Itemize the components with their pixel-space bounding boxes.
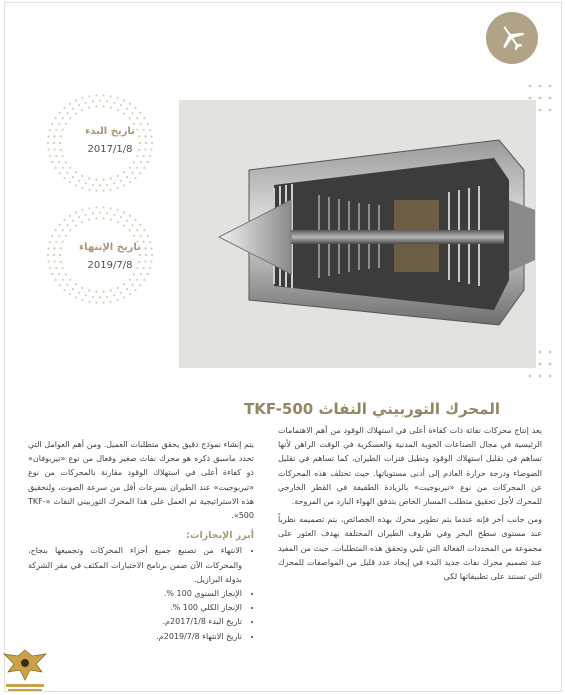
decorative-dot — [66, 284, 68, 286]
decorative-dot — [47, 260, 49, 262]
decorative-dot — [103, 217, 105, 219]
decorative-dot — [123, 99, 125, 101]
decorative-dot — [110, 189, 112, 191]
decorative-dot — [81, 287, 83, 289]
decorative-dot — [75, 296, 77, 298]
decorative-dot — [55, 279, 57, 281]
decorative-dot — [136, 279, 138, 281]
decorative-dot — [103, 179, 105, 181]
decorative-dot — [88, 107, 90, 109]
decorative-dot — [131, 284, 133, 286]
decorative-dot — [88, 177, 90, 179]
decorative-dot — [63, 219, 65, 221]
decorative-dot — [62, 229, 64, 231]
decorative-dot — [120, 292, 122, 294]
decorative-dot — [95, 94, 97, 96]
decorative-dot — [133, 235, 135, 237]
decorative-dot — [88, 301, 90, 303]
start-date-value: 2017/1/8 — [87, 144, 133, 155]
end-date-value: 2019/7/8 — [87, 260, 133, 271]
decorative-dot — [102, 190, 104, 192]
decorative-dot — [58, 235, 60, 237]
decorative-dot — [99, 100, 101, 102]
decorative-dot — [102, 206, 104, 208]
decorative-dot — [82, 209, 84, 211]
decorative-dot — [69, 117, 71, 119]
decorative-dot — [85, 294, 87, 296]
decorative-dot — [129, 215, 131, 217]
decorative-dot — [85, 214, 87, 216]
decorative-dot — [81, 221, 83, 223]
decorative-dot — [95, 206, 97, 208]
decorative-dot — [82, 187, 84, 189]
decorative-dot — [49, 129, 51, 131]
decorative-dot — [113, 182, 115, 184]
decorative-dot — [59, 112, 61, 114]
body-paragraph: ومن جانب آخر فإنه عندما يتم تطوير محرك بهذه الخصائص، يتم تصميمه نظرياً عند مستوى سطح البحر وفي ظروف الطيران المختلفة بهدف العثور على مجموعة من المحددات الفعالة التي تلبي وتحقق هذه المتطلبات. حيث من المفيد عند تصميم محرك نفاث جديد البدء في إيجاد عدد قليل من المواصفات للمحرك التي تستند على تطبيقاتها لكي — [278, 515, 542, 582]
decorative-dot — [134, 289, 136, 291]
list-item: • تاريخ الانتهاء 2019/7/8م. — [28, 630, 242, 644]
decorative-dot — [147, 235, 149, 237]
decorative-dot — [103, 291, 105, 293]
plane-badge — [486, 12, 538, 64]
decorative-dot — [143, 117, 145, 119]
achievements-heading: أبرز الإنجازات: — [186, 530, 254, 542]
decorative-dot — [69, 103, 71, 105]
decorative-dot — [85, 182, 87, 184]
decorative-dot — [136, 167, 138, 169]
decorative-dot — [95, 105, 97, 107]
decorative-dot — [65, 235, 67, 237]
decorative-dot — [113, 294, 115, 296]
decorative-dot — [116, 97, 118, 99]
decorative-dot — [95, 217, 97, 219]
decorative-dot — [55, 167, 57, 169]
decorative-dot — [66, 172, 68, 174]
decorative-dot — [47, 142, 49, 144]
decorative-dot — [47, 148, 49, 150]
decorative-dot — [55, 155, 57, 157]
decorative-dot — [129, 279, 131, 281]
decorative-dot — [49, 241, 51, 243]
decorative-dot — [117, 221, 119, 223]
decorative-dot — [131, 224, 133, 226]
decorative-dot — [58, 161, 60, 163]
decorative-dot — [126, 288, 128, 290]
decorative-dot — [55, 229, 57, 231]
decorative-dot — [69, 279, 71, 281]
engine-image — [179, 100, 536, 368]
decorative-dot — [143, 167, 145, 169]
decorative-dot — [126, 220, 128, 222]
airplane-icon — [496, 22, 528, 54]
decorative-dot — [62, 117, 64, 119]
decorative-dot — [116, 209, 118, 211]
decorative-dot — [95, 179, 97, 181]
decorative-dot — [102, 94, 104, 96]
decorative-dot — [51, 123, 53, 125]
decorative-dot — [110, 177, 112, 179]
decorative-dot — [95, 190, 97, 192]
decorative-dot — [129, 103, 131, 105]
decorative-dot — [49, 155, 51, 157]
decorative-dot — [113, 214, 115, 216]
decorative-dot — [120, 216, 122, 218]
start-date-block — [55, 126, 165, 155]
decorative-dot — [63, 177, 65, 179]
decorative-dot — [140, 273, 142, 275]
decorative-dot — [82, 97, 84, 99]
decorative-dot — [69, 215, 71, 217]
decorative-dot — [110, 95, 112, 97]
decorative-dot — [117, 109, 119, 111]
decorative-dot — [140, 123, 142, 125]
decorative-dot — [110, 107, 112, 109]
decorative-dot — [88, 189, 90, 191]
decorative-dot — [106, 100, 108, 102]
decorative-dot — [88, 207, 90, 209]
decorative-dot — [136, 229, 138, 231]
decorative-dot — [95, 302, 97, 304]
decorative-dot — [75, 283, 77, 285]
decorative-dot — [78, 180, 80, 182]
decorative-dot — [66, 112, 68, 114]
body-paragraph: يعد إنتاج محركات نفاثة ذات كفاءة أعلى في استهلاك الوقود من أهم الاهتمامات الرئيسية في مجال الصناعات الجوية المدنية والعسكرية في الوقت الراهن لأنها تساهم في تقليل استهلاك الوقود وتطيل فترات الطيران، كما تساهم في تقليل الضوضاء ودرجة حرارة العادم إلى أدنى مستوياتها. حيث تختلف هذه المحركات عن المحركات من نوع «تيربوجيت» بالزيادة الطفيفة في القطر الخارجي للمحرك لأجل تحقيق متطلب المسار الخاص بتدفق الهواء البارد من المروحة. — [278, 426, 542, 507]
decorative-dot — [139, 284, 141, 286]
decorative-dot — [147, 123, 149, 125]
decorative-dot — [136, 117, 138, 119]
decorative-dot — [116, 187, 118, 189]
decorative-dot — [69, 293, 71, 295]
decorative-dot — [123, 113, 125, 115]
decorative-dot — [123, 171, 125, 173]
decorative-dot — [62, 279, 64, 281]
decorative-dot — [72, 108, 74, 110]
text-column-right — [278, 424, 542, 584]
decorative-dot — [81, 109, 83, 111]
decorative-dot — [143, 229, 145, 231]
decorative-dot — [110, 207, 112, 209]
decorative-dot — [133, 161, 135, 163]
decorative-dot — [110, 289, 112, 291]
decorative-dot — [88, 219, 90, 221]
decorative-dot — [59, 224, 61, 226]
decorative-dot — [139, 172, 141, 174]
decorative-dot — [123, 211, 125, 213]
decorative-dot — [82, 299, 84, 301]
decorative-dot — [72, 288, 74, 290]
decorative-dot — [123, 296, 125, 298]
decorative-dot — [51, 161, 53, 163]
decorative-dot — [75, 225, 77, 227]
decorative-dot — [123, 283, 125, 285]
decorative-dot — [59, 284, 61, 286]
decorative-dot — [126, 108, 128, 110]
end-date-block — [55, 242, 165, 271]
decorative-dot — [131, 172, 133, 174]
decorative-dot — [88, 95, 90, 97]
decorative-dot — [126, 176, 128, 178]
decorative-dot — [88, 289, 90, 291]
decorative-dot — [55, 117, 57, 119]
decorative-dot — [117, 175, 119, 177]
decorative-dot — [81, 175, 83, 177]
decorative-dot — [113, 102, 115, 104]
body-paragraph: يتم إنشاء نموذج دقيق يحقق متطلبات العميل. ومن أهم العوامل التي تحدد ماسبق ذكره هو محرك نفاث صغير وفعال من نوع «تيربوفان» ذو كفاءة أعلى في استهلاك الوقود مقارنة بالمحركات من نوع «تيربوجيت» عند الطيران بسرعات أقل من سرعة الصوت، ولتحقيق هذه الاستراتيجية تم العمل على هذا المحرك التوربيني النفاث «TKF-500». — [28, 440, 254, 521]
decorative-dot — [62, 155, 64, 157]
decorative-dot — [63, 107, 65, 109]
decorative-dot — [75, 211, 77, 213]
decorative-dot — [147, 273, 149, 275]
list-item: • الانتهاء من تصنيع جميع أجزاء المحركات وتجميعها بنجاح، والمحركات الآن ضمن برنامج الاختبارات المكثف في مقر الشركة بدولة البرازيل. — [28, 544, 242, 587]
page-title: المحرك التوربيني النفاث TKF-500 — [244, 400, 500, 418]
decorative-dot — [99, 184, 101, 186]
end-date-label: تاريخ الإنتهاء — [79, 242, 141, 253]
decorative-dot — [85, 102, 87, 104]
decorative-dot — [120, 180, 122, 182]
decorative-dot — [78, 292, 80, 294]
decorative-dot — [133, 273, 135, 275]
decorative-dot — [134, 107, 136, 109]
decorative-dot — [103, 105, 105, 107]
decorative-dot — [147, 161, 149, 163]
decorative-dot — [139, 224, 141, 226]
decorative-dot — [51, 235, 53, 237]
decorative-dot — [110, 219, 112, 221]
decorative-dot — [129, 117, 131, 119]
decorative-dot — [75, 99, 77, 101]
decorative-dot — [140, 235, 142, 237]
decorative-dot — [139, 112, 141, 114]
decorative-dot — [110, 301, 112, 303]
decorative-dot — [117, 287, 119, 289]
decorative-dot — [99, 296, 101, 298]
decorative-dot — [140, 161, 142, 163]
decorative-dot — [78, 216, 80, 218]
decorative-dot — [49, 267, 51, 269]
decorative-dot — [129, 293, 131, 295]
decorative-dot — [69, 181, 71, 183]
decorative-dot — [143, 155, 145, 157]
decorative-dot — [65, 273, 67, 275]
list-item: • الإنجاز السنوي 100 %. — [28, 587, 242, 601]
decorative-dot — [120, 104, 122, 106]
decorative-dot — [149, 155, 151, 157]
decorative-dot — [92, 296, 94, 298]
decorative-dot — [69, 229, 71, 231]
decorative-dot — [62, 167, 64, 169]
decorative-dot — [69, 167, 71, 169]
decorative-dot — [65, 123, 67, 125]
decorative-dot — [63, 289, 65, 291]
decorative-dot — [51, 273, 53, 275]
decorative-dot — [129, 167, 131, 169]
list-item: • الإنجاز الكلي 100 %. — [28, 601, 242, 615]
decorative-dot — [134, 219, 136, 221]
decorative-dot — [116, 299, 118, 301]
decorative-dot — [102, 302, 104, 304]
decorative-dot — [123, 184, 125, 186]
decorative-dot — [123, 225, 125, 227]
decorative-dot — [75, 113, 77, 115]
decorative-dot — [92, 212, 94, 214]
decorative-dot — [143, 279, 145, 281]
decorative-dot — [92, 184, 94, 186]
decorative-dot — [78, 104, 80, 106]
decorative-dot — [92, 100, 94, 102]
decorative-dot — [72, 176, 74, 178]
achievements-list — [28, 544, 254, 643]
decorative-dot — [131, 112, 133, 114]
decorative-dot — [75, 184, 77, 186]
decorative-dot — [47, 135, 49, 137]
decorative-dot — [95, 291, 97, 293]
decorative-dot — [134, 177, 136, 179]
start-date-label: تاريخ البدء — [85, 126, 135, 137]
decorative-dot — [106, 184, 108, 186]
decorative-dot — [47, 254, 49, 256]
decorative-dot — [75, 171, 77, 173]
decorative-dot — [106, 212, 108, 214]
decorative-dot — [106, 296, 108, 298]
text-column-left — [28, 438, 254, 644]
decorative-dot — [129, 181, 131, 183]
decorative-dot — [133, 123, 135, 125]
decorative-dot — [58, 273, 60, 275]
decorative-dot — [59, 172, 61, 174]
decorative-dot — [65, 161, 67, 163]
list-item: • تاريخ البدء 2017/1/8م. — [28, 615, 242, 629]
decorative-dot — [66, 224, 68, 226]
decorative-dot — [136, 155, 138, 157]
decorative-dot — [58, 123, 60, 125]
decorative-dot — [72, 220, 74, 222]
decorative-dot — [99, 212, 101, 214]
decorative-dot — [129, 229, 131, 231]
decorative-dot — [47, 247, 49, 249]
arab-defense-forum-logo — [2, 646, 48, 694]
